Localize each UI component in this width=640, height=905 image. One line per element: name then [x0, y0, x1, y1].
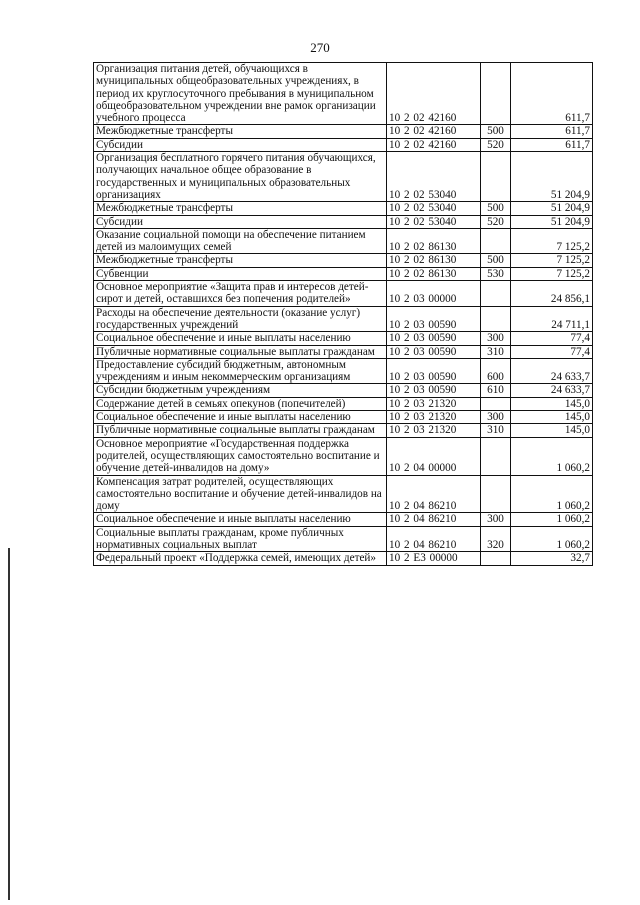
row-code: 10 2 02 53040	[387, 152, 481, 202]
table-row	[94, 475, 593, 513]
row-name: Федеральный проект «Поддержка семей, имеющих детей»	[94, 552, 387, 565]
row-name: Межбюджетные трансферты	[94, 254, 387, 267]
table-row	[94, 152, 593, 202]
row-amount: 1 060,2	[511, 437, 593, 475]
row-amount: 1 060,2	[511, 526, 593, 552]
row-name: Организация питания детей, обучающихся в муниципальных общеобразовательных учреждениях, в период их круглосуточного пребывания в муниципальном общеобразовательном учреждении вне рамок организации учебного процесса	[94, 63, 387, 125]
row-code: 10 2 02 86130	[387, 254, 481, 267]
row-expense-type	[481, 63, 511, 125]
row-name: Содержание детей в семьях опекунов (попечителей)	[94, 397, 387, 410]
row-amount: 77,4	[511, 345, 593, 358]
row-name: Основное мероприятие «Защита прав и интересов детей-сирот и детей, оставшихся без попечения родителей»	[94, 281, 387, 307]
row-code: 10 2 03 00590	[387, 306, 481, 332]
budget-table-body	[94, 63, 593, 566]
row-code: 10 2 02 86130	[387, 267, 481, 280]
row-name: Организация бесплатного горячего питания обучающихся, получающих начальное общее образование в государственных и муниципальных образовательных организациях	[94, 152, 387, 202]
row-name: Публичные нормативные социальные выплаты гражданам	[94, 424, 387, 437]
table-row	[94, 228, 593, 254]
row-expense-type: 520	[481, 138, 511, 151]
row-expense-type	[481, 397, 511, 410]
row-code: 10 2 03 00590	[387, 358, 481, 384]
row-name: Субсидии	[94, 138, 387, 151]
row-code: 10 2 02 53040	[387, 215, 481, 228]
row-amount: 1 060,2	[511, 513, 593, 526]
table-row	[94, 63, 593, 125]
row-expense-type	[481, 152, 511, 202]
table-row	[94, 345, 593, 358]
row-code: 10 2 02 42160	[387, 125, 481, 138]
row-code: 10 2 03 21320	[387, 397, 481, 410]
row-name: Предоставление субсидий бюджетным, автономным учреждениям и иным некоммерческим организациям	[94, 358, 387, 384]
row-name: Компенсация затрат родителей, осуществляющих самостоятельно воспитание и обучение детей-инвалидов на дому	[94, 475, 387, 513]
row-amount: 24 856,1	[511, 281, 593, 307]
row-code: 10 2 04 86210	[387, 526, 481, 552]
table-row	[94, 437, 593, 475]
row-expense-type: 310	[481, 424, 511, 437]
row-amount: 51 204,9	[511, 215, 593, 228]
row-expense-type	[481, 306, 511, 332]
row-expense-type: 610	[481, 384, 511, 397]
table-row	[94, 411, 593, 424]
row-expense-type: 310	[481, 345, 511, 358]
row-code: 10 2 02 86130	[387, 228, 481, 254]
row-expense-type: 300	[481, 513, 511, 526]
row-name: Основное мероприятие «Государственная поддержка родителей, осуществляющих самостоятельно воспитание и обучение детей-инвалидов на дому»	[94, 437, 387, 475]
row-amount: 51 204,9	[511, 152, 593, 202]
row-code: 10 2 03 21320	[387, 424, 481, 437]
row-amount: 32,7	[511, 552, 593, 565]
row-expense-type: 300	[481, 332, 511, 345]
row-amount: 1 060,2	[511, 475, 593, 513]
row-amount: 7 125,2	[511, 267, 593, 280]
table-row	[94, 306, 593, 332]
table-row	[94, 332, 593, 345]
row-expense-type: 500	[481, 254, 511, 267]
table-row	[94, 215, 593, 228]
row-amount: 611,7	[511, 125, 593, 138]
page-number: 270	[310, 40, 330, 55]
row-amount: 7 125,2	[511, 228, 593, 254]
row-code: 10 2 02 53040	[387, 202, 481, 215]
row-expense-type	[481, 281, 511, 307]
table-row	[94, 552, 593, 565]
row-code: 10 2 03 00590	[387, 332, 481, 345]
row-expense-type: 500	[481, 202, 511, 215]
row-amount: 145,0	[511, 424, 593, 437]
row-amount: 51 204,9	[511, 202, 593, 215]
row-expense-type	[481, 552, 511, 565]
row-expense-type	[481, 228, 511, 254]
row-code: 10 2 E3 00000	[387, 552, 481, 565]
row-code: 10 2 03 00000	[387, 281, 481, 307]
row-name: Межбюджетные трансферты	[94, 125, 387, 138]
table-row	[94, 267, 593, 280]
row-name: Публичные нормативные социальные выплаты гражданам	[94, 345, 387, 358]
row-name: Расходы на обеспечение деятельности (оказание услуг) государственных учреждений	[94, 306, 387, 332]
row-amount: 7 125,2	[511, 254, 593, 267]
row-expense-type: 300	[481, 411, 511, 424]
row-code: 10 2 03 00590	[387, 384, 481, 397]
row-name: Социальное обеспечение и иные выплаты населению	[94, 513, 387, 526]
row-expense-type: 530	[481, 267, 511, 280]
table-row	[94, 125, 593, 138]
row-name: Социальное обеспечение и иные выплаты населению	[94, 411, 387, 424]
row-amount: 77,4	[511, 332, 593, 345]
row-code: 10 2 04 86210	[387, 513, 481, 526]
table-row	[94, 384, 593, 397]
table-row	[94, 281, 593, 307]
row-code: 10 2 02 42160	[387, 63, 481, 125]
row-code: 10 2 03 00590	[387, 345, 481, 358]
row-name: Субсидии	[94, 215, 387, 228]
row-code: 10 2 04 86210	[387, 475, 481, 513]
row-code: 10 2 02 42160	[387, 138, 481, 151]
table-row	[94, 424, 593, 437]
row-amount: 24 711,1	[511, 306, 593, 332]
row-amount: 24 633,7	[511, 358, 593, 384]
row-amount: 611,7	[511, 138, 593, 151]
table-row	[94, 513, 593, 526]
table-row	[94, 358, 593, 384]
row-name: Субсидии бюджетным учреждениям	[94, 384, 387, 397]
row-expense-type: 500	[481, 125, 511, 138]
row-amount: 611,7	[511, 63, 593, 125]
row-name: Субвенции	[94, 267, 387, 280]
row-expense-type: 600	[481, 358, 511, 384]
row-expense-type: 520	[481, 215, 511, 228]
table-row	[94, 397, 593, 410]
row-code: 10 2 03 21320	[387, 411, 481, 424]
row-expense-type: 320	[481, 526, 511, 552]
row-amount: 145,0	[511, 411, 593, 424]
row-amount: 145,0	[511, 397, 593, 410]
table-row	[94, 202, 593, 215]
margin-line	[8, 548, 10, 900]
table-row	[94, 526, 593, 552]
row-name: Социальные выплаты гражданам, кроме публичных нормативных социальных выплат	[94, 526, 387, 552]
row-code: 10 2 04 00000	[387, 437, 481, 475]
row-expense-type	[481, 437, 511, 475]
table-row	[94, 254, 593, 267]
row-name: Межбюджетные трансферты	[94, 202, 387, 215]
row-expense-type	[481, 475, 511, 513]
row-name: Социальное обеспечение и иные выплаты населению	[94, 332, 387, 345]
table-row	[94, 138, 593, 151]
row-amount: 24 633,7	[511, 384, 593, 397]
row-name: Оказание социальной помощи на обеспечение питанием детей из малоимущих семей	[94, 228, 387, 254]
budget-table	[93, 62, 593, 566]
